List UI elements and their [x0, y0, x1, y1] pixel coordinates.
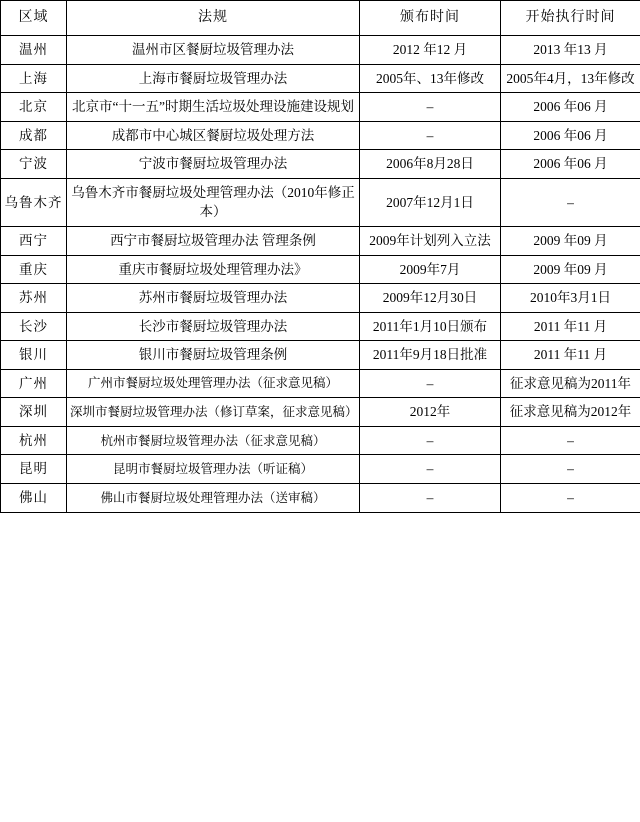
- table-row: [1, 484, 640, 513]
- cell-issued: 2012年: [360, 398, 501, 427]
- cell-effective: –: [501, 484, 640, 513]
- cell-regulation: 温州市区餐厨垃圾管理办法: [67, 36, 360, 65]
- column-header-issued: 颁布时间: [360, 1, 501, 36]
- cell-issued: –: [360, 455, 501, 484]
- cell-region: 银川: [1, 341, 67, 370]
- cell-effective: 2006 年06 月: [501, 93, 640, 122]
- table-header: [1, 1, 640, 36]
- cell-region: 上海: [1, 64, 67, 93]
- table-row: [1, 121, 640, 150]
- table-row: [1, 341, 640, 370]
- table-row: [1, 284, 640, 313]
- cell-regulation: 长沙市餐厨垃圾管理办法: [67, 312, 360, 341]
- table-row: [1, 36, 640, 65]
- cell-regulation: 乌鲁木齐市餐厨垃圾处理管理办法（2010年修正本）: [67, 178, 360, 226]
- column-header-region: 区域: [1, 1, 67, 36]
- cell-regulation: 广州市餐厨垃圾处理管理办法（征求意见稿）: [67, 369, 360, 398]
- cell-effective: 2005年4月，13年修改: [501, 64, 640, 93]
- cell-region: 佛山: [1, 484, 67, 513]
- cell-regulation: 重庆市餐厨垃圾处理管理办法》: [67, 255, 360, 284]
- table-row: [1, 398, 640, 427]
- cell-effective: 征求意见稿为2011年: [501, 369, 640, 398]
- cell-issued: –: [360, 484, 501, 513]
- table-row: [1, 226, 640, 255]
- cell-effective: 2006 年06 月: [501, 121, 640, 150]
- table-row: [1, 93, 640, 122]
- cell-effective: 2009 年09 月: [501, 226, 640, 255]
- cell-issued: 2005年、13年修改: [360, 64, 501, 93]
- cell-effective: 2011 年11 月: [501, 341, 640, 370]
- cell-regulation: 银川市餐厨垃圾管理条例: [67, 341, 360, 370]
- table-row: [1, 64, 640, 93]
- cell-region: 苏州: [1, 284, 67, 313]
- cell-issued: –: [360, 93, 501, 122]
- table-row: [1, 369, 640, 398]
- cell-effective: –: [501, 426, 640, 455]
- cell-region: 杭州: [1, 426, 67, 455]
- cell-region: 北京: [1, 93, 67, 122]
- cell-issued: –: [360, 426, 501, 455]
- cell-effective: –: [501, 455, 640, 484]
- cell-effective: 征求意见稿为2012年: [501, 398, 640, 427]
- cell-regulation: 北京市“十一五”时期生活垃圾处理设施建设规划: [67, 93, 360, 122]
- cell-issued: –: [360, 369, 501, 398]
- cell-region: 成都: [1, 121, 67, 150]
- cell-regulation: 宁波市餐厨垃圾管理办法: [67, 150, 360, 179]
- table-row: [1, 178, 640, 226]
- table-row: [1, 255, 640, 284]
- cell-region: 昆明: [1, 455, 67, 484]
- cell-effective: 2006 年06 月: [501, 150, 640, 179]
- cell-regulation: 昆明市餐厨垃圾管理办法（听证稿）: [67, 455, 360, 484]
- cell-regulation: 成都市中心城区餐厨垃圾处理方法: [67, 121, 360, 150]
- cell-effective: 2009 年09 月: [501, 255, 640, 284]
- cell-effective: 2013 年13 月: [501, 36, 640, 65]
- cell-region: 乌鲁木齐: [1, 178, 67, 226]
- table-body: [1, 36, 640, 513]
- cell-regulation: 西宁市餐厨垃圾管理办法 管理条例: [67, 226, 360, 255]
- cell-region: 重庆: [1, 255, 67, 284]
- cell-issued: 2009年计划列入立法: [360, 226, 501, 255]
- cell-region: 温州: [1, 36, 67, 65]
- column-header-effective: 开始执行时间: [501, 1, 640, 36]
- cell-issued: 2009年7月: [360, 255, 501, 284]
- cell-region: 深圳: [1, 398, 67, 427]
- column-header-regulation: 法规: [67, 1, 360, 36]
- cell-region: 长沙: [1, 312, 67, 341]
- cell-issued: 2011年1月10日颁布: [360, 312, 501, 341]
- cell-region: 西宁: [1, 226, 67, 255]
- cell-issued: 2009年12月30日: [360, 284, 501, 313]
- cell-region: 广州: [1, 369, 67, 398]
- cell-issued: 2006年8月28日: [360, 150, 501, 179]
- cell-regulation: 深圳市餐厨垃圾管理办法（修订草案，征求意见稿）: [67, 398, 360, 427]
- cell-issued: 2007年12月1日: [360, 178, 501, 226]
- table-row: [1, 150, 640, 179]
- cell-effective: 2010年3月1日: [501, 284, 640, 313]
- table-row: [1, 312, 640, 341]
- cell-issued: 2011年9月18日批准: [360, 341, 501, 370]
- table-row: [1, 455, 640, 484]
- cell-regulation: 杭州市餐厨垃圾管理办法（征求意见稿）: [67, 426, 360, 455]
- cell-effective: –: [501, 178, 640, 226]
- table-row: [1, 426, 640, 455]
- cell-region: 宁波: [1, 150, 67, 179]
- cell-regulation: 上海市餐厨垃圾管理办法: [67, 64, 360, 93]
- cell-effective: 2011 年11 月: [501, 312, 640, 341]
- cell-issued: –: [360, 121, 501, 150]
- cell-issued: 2012 年12 月: [360, 36, 501, 65]
- table-header-row: [1, 1, 640, 36]
- cell-regulation: 佛山市餐厨垃圾处理管理办法（送审稿）: [67, 484, 360, 513]
- cell-regulation: 苏州市餐厨垃圾管理办法: [67, 284, 360, 313]
